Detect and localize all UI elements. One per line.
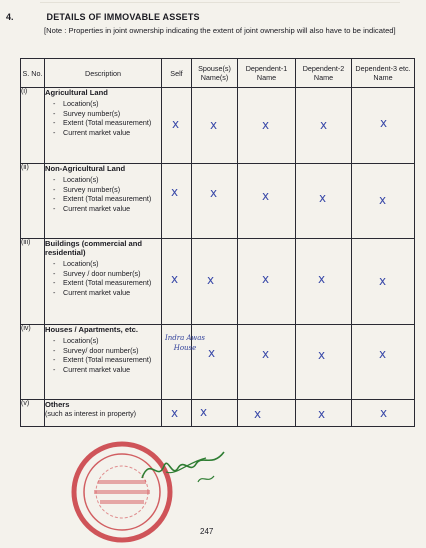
list-item: - Location(s) [53, 175, 161, 185]
row-title: Others [45, 400, 70, 409]
row-description [45, 164, 162, 239]
cross-mark-icon: x [318, 348, 326, 362]
cross-mark-icon: x [208, 346, 216, 360]
immovable-assets-table [20, 58, 415, 427]
cell-self [162, 88, 192, 164]
list-item: - Survey / door number(s) [53, 269, 161, 279]
row-title: Buildings (commercial and residential) [45, 239, 143, 257]
cell-spouse [192, 164, 238, 239]
cross-mark-icon: x [380, 406, 388, 420]
row-description [45, 325, 162, 400]
col-header-dependent-3: Dependent-3 etc. Name [352, 59, 415, 88]
list-item: - Extent (Total measurement) [53, 278, 161, 288]
cell-dependent-2 [296, 164, 352, 239]
section-number: 4. [6, 12, 14, 22]
list-item: - Location(s) [53, 259, 161, 269]
row-title: Houses / Apartments, etc. [45, 325, 138, 334]
row-items [45, 336, 161, 374]
cross-mark-icon: x [379, 347, 387, 361]
cross-mark-icon: x [262, 272, 270, 286]
list-item: - Extent (Total measurement) [53, 194, 161, 204]
row-sno: (ii) [21, 164, 45, 239]
list-item: - Location(s) [53, 336, 161, 346]
list-item: - Survey number(s) [53, 109, 161, 119]
table-row [21, 325, 415, 400]
cross-mark-icon: x [207, 273, 215, 287]
col-header-spouse: Spouse(s) Name(s) [192, 59, 238, 88]
cell-self [162, 164, 192, 239]
cross-mark-icon: x [262, 189, 270, 203]
list-item: - Current market value [53, 365, 161, 375]
cross-mark-icon: x [171, 272, 179, 286]
list-item: - Extent (Total measurement) [53, 355, 161, 365]
row-items [45, 259, 161, 297]
cross-mark-icon: x [200, 405, 208, 419]
col-header-dependent-2: Dependent-2 Name [296, 59, 352, 88]
cross-mark-icon: x [319, 191, 327, 205]
cross-mark-icon: x [210, 186, 218, 200]
cell-dependent-1 [238, 400, 296, 427]
row-sno: (i) [21, 88, 45, 164]
row-description [45, 400, 162, 427]
table-row [21, 239, 415, 325]
cell-self [162, 400, 192, 427]
cell-dependent-3 [352, 88, 415, 164]
table-row [21, 400, 415, 427]
cell-self [162, 239, 192, 325]
section-heading [6, 12, 200, 22]
list-item: - Extent (Total measurement) [53, 118, 161, 128]
cross-mark-icon: x [262, 347, 270, 361]
header-row [21, 59, 415, 88]
cross-mark-icon: x [254, 407, 262, 421]
row-sno: (iv) [21, 325, 45, 400]
cross-mark-icon: x [210, 118, 218, 132]
cell-dependent-3 [352, 239, 415, 325]
row-description [45, 88, 162, 164]
cross-mark-icon: x [320, 118, 328, 132]
cross-mark-icon: x [172, 117, 180, 131]
handwritten-entry: Indra Awas House [165, 334, 205, 352]
row-items [45, 99, 161, 137]
handwritten-signature [136, 438, 232, 490]
cell-dependent-3 [352, 400, 415, 427]
cross-mark-icon: x [318, 272, 326, 286]
cell-dependent-1 [238, 239, 296, 325]
row-description [45, 239, 162, 325]
cell-dependent-1 [238, 164, 296, 239]
cell-dependent-2 [296, 400, 352, 427]
row-title: Agricultural Land [45, 88, 108, 97]
cross-mark-icon: x [379, 274, 387, 288]
cross-mark-icon: x [380, 116, 388, 130]
table-row [21, 164, 415, 239]
list-item: - Current market value [53, 128, 161, 138]
cell-dependent-1 [238, 88, 296, 164]
cross-mark-icon: x [318, 407, 326, 421]
cross-mark-icon: x [379, 193, 387, 207]
cell-dependent-3 [352, 325, 415, 400]
cell-dependent-3 [352, 164, 415, 239]
list-item: - Current market value [53, 288, 161, 298]
list-item: - Survey number(s) [53, 185, 161, 195]
note-text: [Note : Properties in joint ownership indicating the extent of joint ownership will also have to be indicated] [44, 26, 396, 35]
cell-spouse [192, 88, 238, 164]
row-sno: (iii) [21, 239, 45, 325]
table-row [21, 88, 415, 164]
cell-spouse [192, 239, 238, 325]
row-subtitle: (such as interest in property) [45, 409, 137, 418]
list-item: - Survey/ door number(s) [53, 346, 161, 356]
cell-spouse [192, 325, 238, 400]
col-header-dependent-1: Dependent-1 Name [238, 59, 296, 88]
row-sno: (v) [21, 400, 45, 427]
section-title: DETAILS OF IMMOVABLE ASSETS [46, 12, 200, 22]
cell-dependent-2 [296, 325, 352, 400]
row-title: Non-Agricultural Land [45, 164, 126, 173]
cell-self [162, 325, 205, 400]
list-item: - Current market value [53, 204, 161, 214]
cell-dependent-2 [296, 239, 352, 325]
row-items [45, 175, 161, 213]
cross-mark-icon: x [171, 406, 179, 420]
col-header-self: Self [162, 59, 192, 88]
col-header-sno: S. No. [21, 59, 45, 88]
cross-mark-icon: x [171, 185, 179, 199]
cell-spouse [192, 400, 238, 427]
list-item: - Location(s) [53, 99, 161, 109]
cell-dependent-2 [296, 88, 352, 164]
page-number: 247 [200, 527, 214, 536]
col-header-description: Description [45, 59, 162, 88]
bleed-through-text [40, 2, 400, 11]
cross-mark-icon: x [262, 118, 270, 132]
cell-dependent-1 [238, 325, 296, 400]
